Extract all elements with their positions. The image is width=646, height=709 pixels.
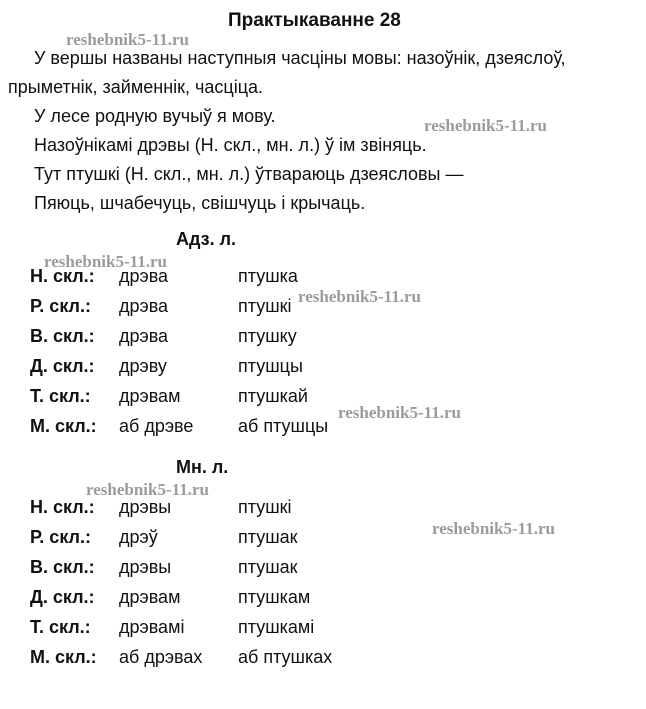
case-label: Д. скл.: (30, 587, 95, 607)
tree-form: дрэвы (119, 497, 172, 517)
paragraph-line: прыметнік, займеннік, часціца. (8, 77, 264, 97)
watermark: reshebnik5-11.ru (298, 287, 421, 306)
case-label: В. скл.: (30, 326, 95, 346)
tree-form: дрэва (119, 326, 169, 346)
declension-row (30, 617, 450, 647)
declension-row (30, 497, 450, 527)
watermark: reshebnik5-11.ru (424, 116, 547, 135)
declension-row (30, 326, 450, 356)
tree-form: дрэва (119, 296, 169, 316)
paragraph-line: У вершы названы наступныя часціны мовы: назоўнік, дзеяслоў, (34, 48, 566, 68)
case-label: Н. скл.: (30, 266, 95, 286)
paragraph-line: Тут птушкі (Н. скл., мн. л.) ўтвараюць дзеясловы — (34, 164, 464, 184)
case-label: М. скл.: (30, 647, 97, 667)
bird-form: птушак (238, 527, 298, 547)
bird-form: птушкам (238, 587, 311, 607)
bird-form: птушкай (238, 386, 308, 406)
tree-form: дрэву (119, 356, 167, 376)
case-label: Р. скл.: (30, 527, 91, 547)
tree-form: дрэвам (119, 587, 181, 607)
bird-form: аб птушцы (238, 416, 329, 436)
paragraph-line: Назоўнікамі дрэвы (Н. скл., мн. л.) ў ім звіняць. (34, 135, 427, 155)
case-label: Т. скл.: (30, 386, 91, 406)
declension-row (30, 647, 450, 677)
tree-form: дрэвамі (119, 617, 185, 637)
watermark: reshebnik5-11.ru (86, 480, 209, 499)
tree-form: аб дрэвах (119, 647, 203, 667)
tree-form: дрэвам (119, 386, 181, 406)
bird-form: птушку (238, 326, 297, 346)
tree-form: дрэвы (119, 557, 172, 577)
case-label: М. скл.: (30, 416, 97, 436)
declension-row (30, 356, 450, 386)
bird-form: птушак (238, 557, 298, 577)
bird-form: птушцы (238, 356, 303, 376)
bird-form: птушкі (238, 296, 292, 316)
watermark: reshebnik5-11.ru (44, 252, 167, 271)
watermark: reshebnik5-11.ru (432, 519, 555, 538)
exercise-title: Практыкаванне 28 (228, 10, 401, 31)
declension-row (30, 587, 450, 617)
watermark: reshebnik5-11.ru (338, 403, 461, 422)
bird-form: птушкі (238, 497, 292, 517)
singular-heading: Адз. л. (176, 229, 237, 249)
tree-form: дрэў (119, 527, 158, 547)
paragraph-line: Пяюць, шчабечуць, свішчуць і крычаць. (34, 193, 366, 213)
bird-form: птушка (238, 266, 298, 286)
case-label: Н. скл.: (30, 497, 95, 517)
bird-form: птушкамі (238, 617, 315, 637)
watermark: reshebnik5-11.ru (66, 30, 189, 49)
case-label: Т. скл.: (30, 617, 91, 637)
case-label: Р. скл.: (30, 296, 91, 316)
tree-form: дрэва (119, 266, 169, 286)
case-label: В. скл.: (30, 557, 95, 577)
case-label: Д. скл.: (30, 356, 95, 376)
plural-heading: Мн. л. (176, 457, 229, 477)
bird-form: аб птушках (238, 647, 333, 667)
paragraph-line: У лесе родную вучыў я мову. (34, 106, 276, 126)
declension-row (30, 527, 450, 557)
declension-row (30, 557, 450, 587)
tree-form: аб дрэве (119, 416, 194, 436)
